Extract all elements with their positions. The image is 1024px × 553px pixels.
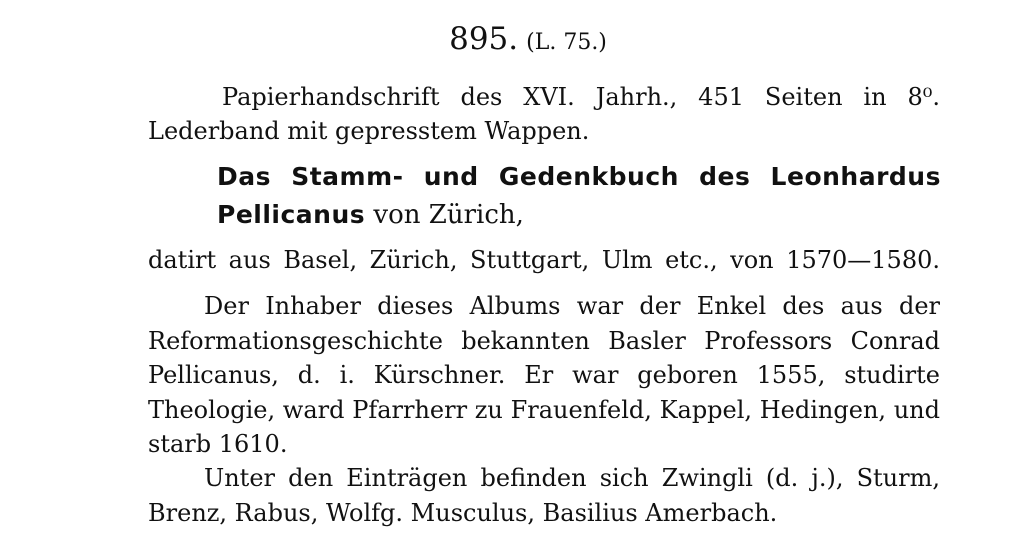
body-paragraph-1: Der Inhaber dieses Albums war der Enkel des aus der Reformationsgeschichte bekannten Basler Professors Conrad Pellicanus, d. i. Kürschner. Er war geboren 1555, studirte Theologie, ward Pfarrherr zu Frauenfeld, Kappel, Hedingen, und starb 1610. (148, 292, 940, 458)
dated-line: datirt aus Basel, Zürich, Stuttgart, Ulm etc., von 1570—1580. (148, 246, 940, 274)
entry-number: 895. (449, 21, 519, 57)
manuscript-description (148, 80, 940, 148)
title-line-2 (217, 196, 941, 234)
description-line-2: Lederband mit gepresstem Wappen. (148, 117, 590, 145)
entry-reference: (L. 75.) (526, 30, 607, 55)
manuscript-title (217, 158, 941, 234)
entry-heading (0, 22, 1024, 60)
title-bold-line-2: Pellicanus (217, 200, 366, 229)
title-bold-line-1: Das Stamm- und Gedenkbuch des Leonhardus (217, 162, 941, 191)
description-line-1: Papierhandschrift des XVI. Jahrh., 451 Seiten in 8⁰. (222, 83, 940, 111)
body-paragraph-2: Unter den Einträgen befinden sich Zwingli (d. j.), Sturm, Brenz, Rabus, Wolfg. Musculus, Basilius Amerbach. (148, 464, 940, 527)
title-rest-line-2: von Zürich, (365, 200, 524, 230)
